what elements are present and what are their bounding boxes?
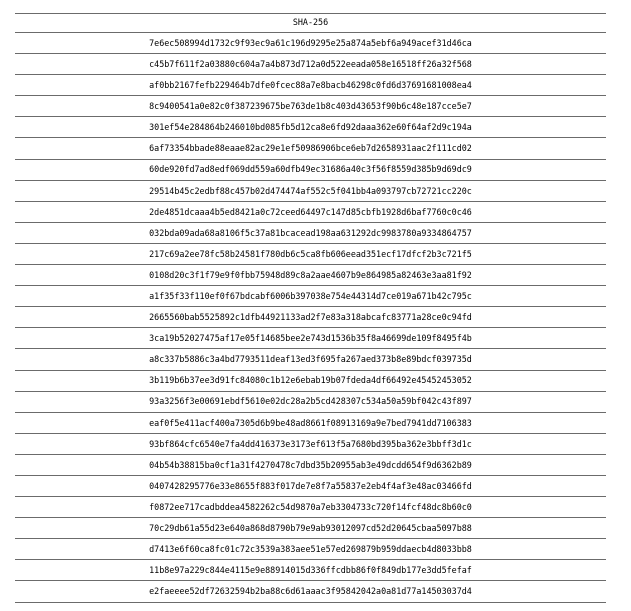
table-row	[15, 96, 606, 117]
table-row	[15, 138, 606, 159]
hash-cell: c45b7f611f2a03880c604a7a4b873d712a0d522eeada058e16518ff26a32f568	[15, 54, 606, 75]
table-row	[15, 581, 606, 602]
hash-cell: 93bf864cfc6540e7fa4dd416373e3173ef613f5a7680bd395ba362e3bbff3d1c	[15, 433, 606, 454]
hash-cell: 93a3256f3e00691ebdf5610e02dc28a2b5cd428307c534a50a59bf042c43f897	[15, 391, 606, 412]
table-row	[15, 454, 606, 475]
table-row	[15, 243, 606, 264]
table-row	[15, 518, 606, 539]
hash-cell: d7413e6f60ca8fc01c72c3539a383aee51e57ed269879b959ddaecb4d8033bb8	[15, 539, 606, 560]
table-row	[15, 117, 606, 138]
table-row	[15, 33, 606, 54]
hash-cell: 6af73354bbade88eaae82ac29e1ef50986906bce6eb7d2658931aac2f111cd02	[15, 138, 606, 159]
hash-cell: 217c69a2ee78fc58b24581f780db6c5ca8fb606eead351ecf17dfcf2b3c721f5	[15, 243, 606, 264]
hash-cell: 0108d20c3f1f79e9f0fbb75948d89c8a2aae4607b9e864985a82463e3aa81f92	[15, 265, 606, 286]
hash-cell: 301ef54e284864b246010bd085fb5d12ca8e6fd92daaa362e60f64af2d9c194a	[15, 117, 606, 138]
table-row	[15, 370, 606, 391]
hash-cell: 2de4851dcaaa4b5ed8421a0c72ceed64497c147d85cbfb1928d6baf7760c0c46	[15, 201, 606, 222]
hash-table	[15, 13, 606, 603]
hash-cell: 70c29db61a55d23e640a868d8790b79e9ab93012097cd52d20645cbaa5097b88	[15, 518, 606, 539]
table-row	[15, 180, 606, 201]
hash-cell: e2faeeee52df72632594b2ba88c6d61aaac3f95842042a0a81d77a14503037d4	[15, 581, 606, 602]
hash-cell: 11b8e97a229c844e4115e9e88914015d336ffcdbb86f0f849db177e3dd5fefaf	[15, 560, 606, 581]
table-row	[15, 75, 606, 96]
hash-cell: 3ca19b52027475af17e05f14685bee2e743d1536b35f8a46699de109f8495f4b	[15, 328, 606, 349]
hash-cell: 29514b45c2edbf88c457b02d474474af552c5f041bb4a093797cb72721cc220c	[15, 180, 606, 201]
hash-cell: 3b119b6b37ee3d91fc84080c1b12e6ebab19b07fdeda4df66492e45452453052	[15, 370, 606, 391]
table-row	[15, 201, 606, 222]
hash-cell: 04b54b38815ba0cf1a31f4270478c7dbd35b20955ab3e49dcdd654f9d6362b89	[15, 454, 606, 475]
table-row	[15, 54, 606, 75]
hash-cell: 032bda09ada68a8106f5c37a81bcacead198aa631292dc9983780a9334864757	[15, 222, 606, 243]
table-row	[15, 265, 606, 286]
column-header-sha256: SHA-256	[15, 13, 606, 33]
hash-cell: 0407428295776e33e8655f883f017de7e8f7a55837e2eb4f4af3e48ac03466fd	[15, 475, 606, 496]
hash-cell: a8c337b5886c3a4bd7793511deaf13ed3f695fa267aed373b8e89bdcf039735d	[15, 349, 606, 370]
hash-cell: 2665560bab5525892c1dfb44921133ad2f7e83a318abcafc83771a28ce0c94fd	[15, 307, 606, 328]
hash-cell: 7e6ec508994d1732c9f93ec9a61c196d9295e25a874a5ebf6a949acef31d46ca	[15, 33, 606, 54]
hash-cell: af0bb2167fefb229464b7dfe0fcec88a7e8bacb46298c0fd6d37691681008ea4	[15, 75, 606, 96]
hash-cell: 8c9400541a0e82c0f387239675be763de1b8c403d43653f90b6c48e187cce5e7	[15, 96, 606, 117]
table-row	[15, 159, 606, 180]
table-row	[15, 475, 606, 496]
table-row	[15, 349, 606, 370]
hash-cell: 60de920fd7ad8edf069dd559a60dfb49ec31686a40c3f56f8559d385b9d69dc9	[15, 159, 606, 180]
table-row	[15, 307, 606, 328]
header-row	[15, 13, 606, 33]
hash-cell: f0872ee717cadbddea4582262c54d9870a7eb3304733c720f14fcf48dc8b60c0	[15, 497, 606, 518]
table-row	[15, 539, 606, 560]
hash-cell: eaf0f5e411acf400a7305d6b9be48ad8661f08913169a9e7bed7941dd7106383	[15, 412, 606, 433]
table-row	[15, 412, 606, 433]
table-row	[15, 391, 606, 412]
table-row	[15, 222, 606, 243]
hash-cell: a1f35f33f110ef0f67bdcabf6006b397038e754e44314d7ce019a671b42c795c	[15, 286, 606, 307]
table-row	[15, 286, 606, 307]
table-row	[15, 328, 606, 349]
table-row	[15, 433, 606, 454]
table-row	[15, 497, 606, 518]
table-row	[15, 560, 606, 581]
